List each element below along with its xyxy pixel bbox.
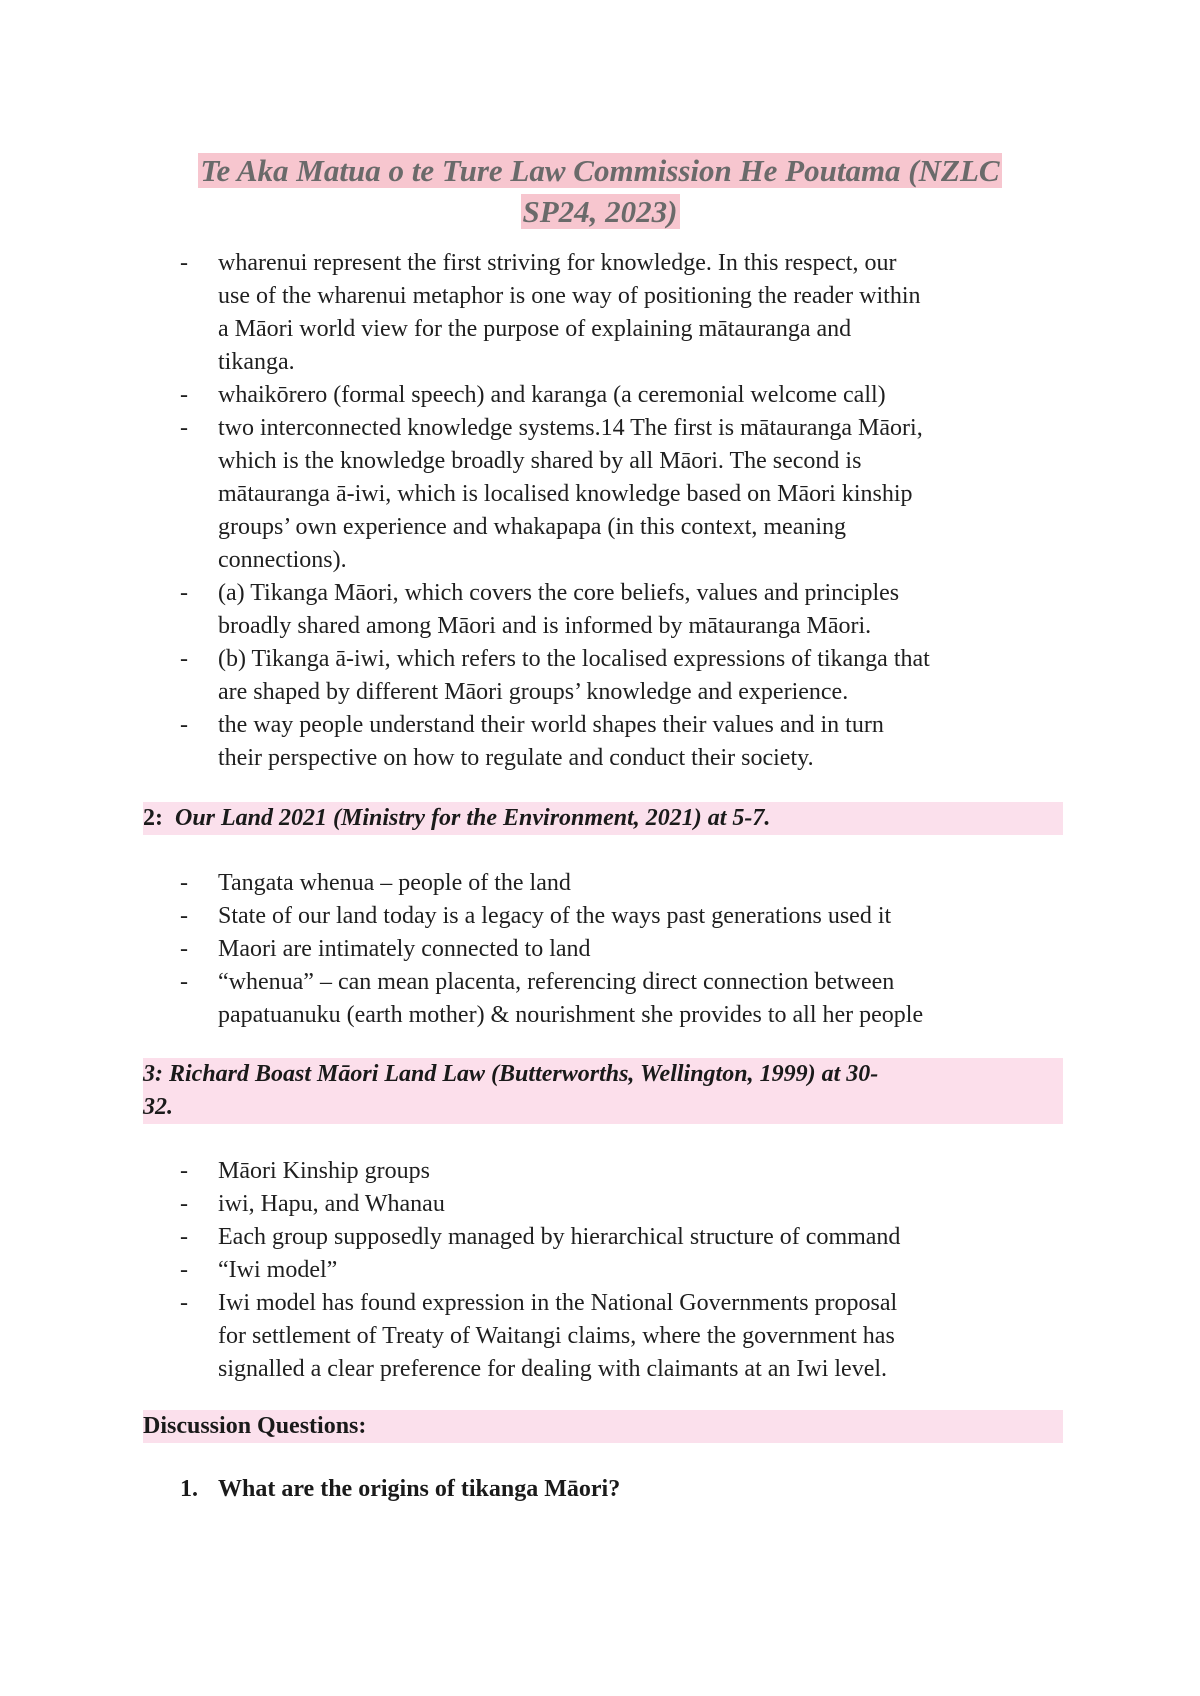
section1-bullet-list	[180, 247, 1060, 775]
section3-heading-line-1: 3: Richard Boast Māori Land Law (Butterworths, Wellington, 1999) at 30-	[143, 1061, 879, 1087]
section2-bullet: - State of our land today is a legacy of the ways past generations used it	[180, 903, 892, 929]
section1-bullet: - (a) Tikanga Māori, which covers the core beliefs, values and principles broadly shared among Māori and is informed by mātauranga Māori.	[180, 580, 900, 639]
section2-bullet-list	[180, 867, 1060, 1032]
section3-bullet: - iwi, Hapu, and Whanau	[180, 1191, 445, 1217]
section2-heading-text: Our Land 2021 (Ministry for the Environment, 2021) at 5-7.	[175, 805, 771, 831]
document-title	[160, 150, 1040, 232]
section3-bullet: - “Iwi model”	[180, 1257, 338, 1283]
discussion-question: 1. What are the origins of tikanga Māori?	[180, 1476, 621, 1502]
section1-bullet: - wharenui represent the first striving for knowledge. In this respect, our use of the wharenui metaphor is one way of positioning the reader within a Māori world view for the purpose of explaining mātauranga and tikanga.	[180, 250, 921, 375]
section3-heading-line-2: 32.	[143, 1094, 173, 1120]
section1-bullet: - whaikōrero (formal speech) and karanga (a ceremonial welcome call)	[180, 382, 886, 408]
section2-bullet: - Maori are intimately connected to land	[180, 936, 591, 962]
section2-heading	[143, 802, 1063, 835]
section3-bullet: - Māori Kinship groups	[180, 1158, 430, 1184]
section1-bullet: - the way people understand their world shapes their values and in turn their perspective on how to regulate and conduct their society.	[180, 712, 884, 771]
discussion-heading: Discussion Questions:	[143, 1410, 1063, 1443]
section1-bullet: - two interconnected knowledge systems.14 The first is mātauranga Māori, which is the knowledge broadly shared by all Māori. The second is mātauranga ā-iwi, which is localised knowledge based on Māori kinship groups’ own experience and whakapapa (in this context, meaning connections).	[180, 415, 923, 573]
title-line-2: SP24, 2023)	[522, 194, 678, 229]
section3-heading	[143, 1058, 1063, 1124]
section3-bullet: - Each group supposedly managed by hierarchical structure of command	[180, 1224, 901, 1250]
section3-bullet: - Iwi model has found expression in the National Governments proposal for settlement of Treaty of Waitangi claims, where the government has signalled a clear preference for dealing with claimants at an Iwi level.	[180, 1290, 898, 1382]
section2-bullet: - “whenua” – can mean placenta, referencing direct connection between papatuanuku (earth mother) & nourishment she provides to all her people	[180, 969, 924, 1028]
section1-bullet: - (b) Tikanga ā-iwi, which refers to the localised expressions of tikanga that are shaped by different Māori groups’ knowledge and experience.	[180, 646, 930, 705]
title-line-1: Te Aka Matua o te Ture Law Commission He Poutama (NZLC	[200, 153, 1000, 188]
section2-bullet: - Tangata whenua – people of the land	[180, 870, 571, 896]
discussion-question-list	[180, 1473, 1060, 1506]
section3-bullet-list	[180, 1155, 1060, 1386]
section2-number: 2:	[143, 805, 163, 831]
